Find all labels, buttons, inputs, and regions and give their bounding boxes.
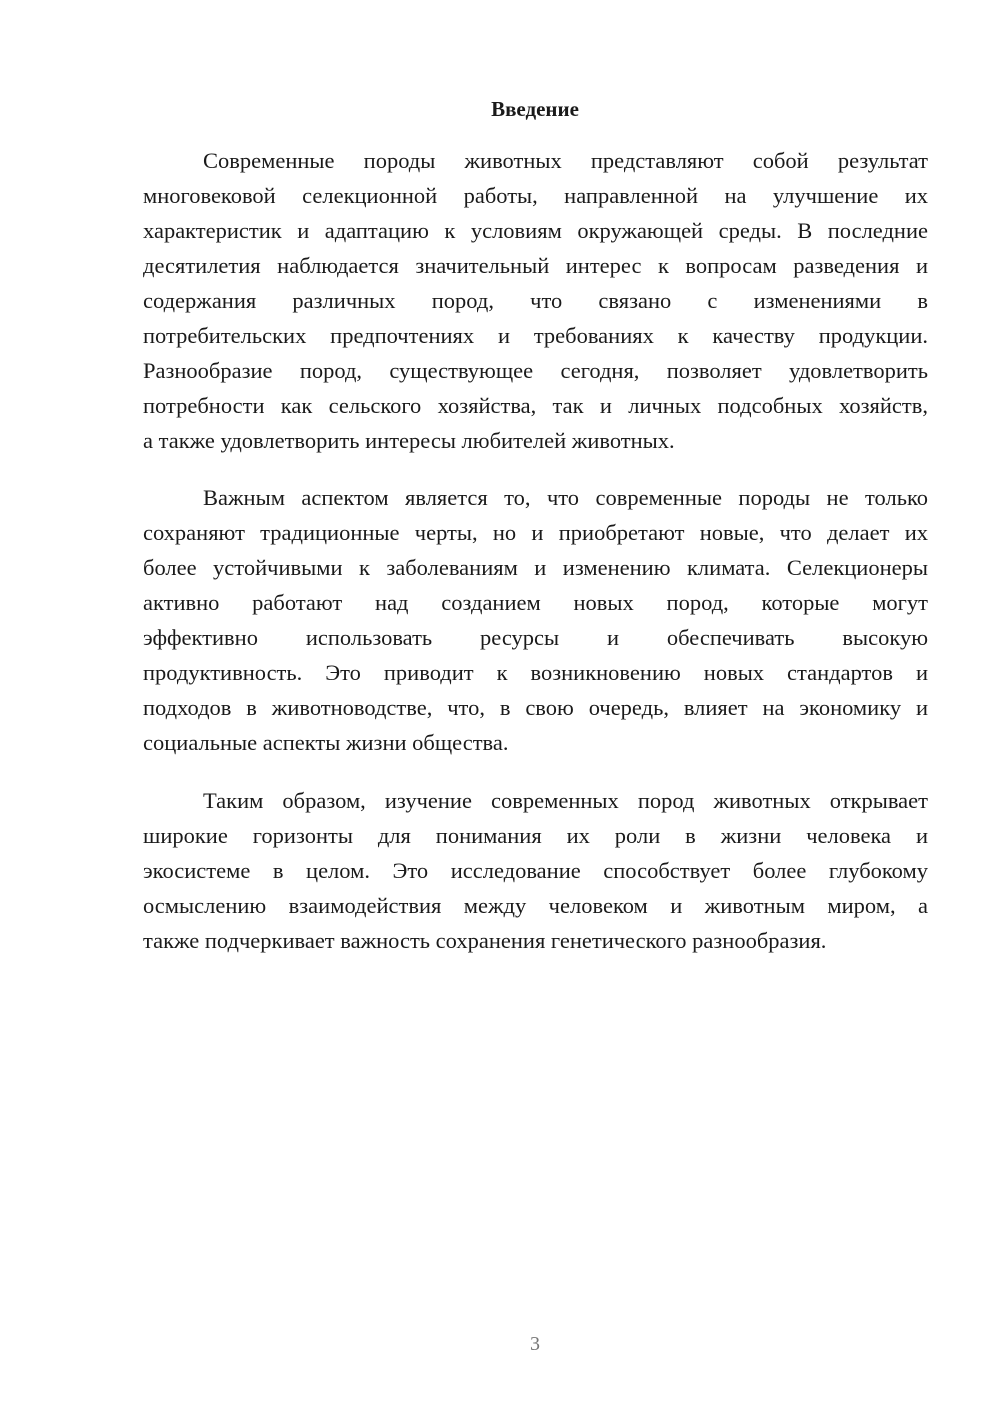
text-line: Важным аспектом является то, что современные породы не только bbox=[203, 485, 928, 510]
paragraph-2 bbox=[143, 480, 928, 760]
text-line: характеристик и адаптацию к условиям окружающей среды. В последние bbox=[143, 218, 928, 243]
text-line: а также удовлетворить интересы любителей животных. bbox=[143, 428, 675, 453]
text-line: Разнообразие пород, существующее сегодня, позволяет удовлетворить bbox=[143, 358, 928, 383]
text-line: сохраняют традиционные черты, но и приобретают новые, что делает их bbox=[143, 520, 928, 545]
text-line: содержания различных пород, что связано с изменениями в bbox=[143, 288, 928, 313]
text-line: также подчеркивает важность сохранения генетического разнообразия. bbox=[143, 928, 827, 953]
paragraph-3 bbox=[143, 783, 928, 958]
text-line: широкие горизонты для понимания их роли в жизни человека и bbox=[143, 823, 928, 848]
text-line: экосистеме в целом. Это исследование способствует более глубокому bbox=[143, 858, 928, 883]
text-line: многовековой селекционной работы, направленной на улучшение их bbox=[143, 183, 928, 208]
text-line: осмыслению взаимодействия между человеком и животным миром, а bbox=[143, 893, 928, 918]
text-line: более устойчивыми к заболеваниям и изменению климата. Селекционеры bbox=[143, 555, 928, 580]
text-line: десятилетия наблюдается значительный интерес к вопросам разведения и bbox=[143, 253, 928, 278]
text-line: продуктивность. Это приводит к возникновению новых стандартов и bbox=[143, 660, 928, 685]
text-line: потребности как сельского хозяйства, так и личных подсобных хозяйств, bbox=[143, 393, 928, 418]
text-line: подходов в животноводстве, что, в свою очередь, влияет на экономику и bbox=[143, 695, 928, 720]
text-line: Таким образом, изучение современных пород животных открывает bbox=[203, 788, 928, 813]
text-line: эффективно использовать ресурсы и обеспечивать высокую bbox=[143, 625, 928, 650]
page-number: 3 bbox=[530, 1333, 540, 1355]
text-line: потребительских предпочтениях и требованиях к качеству продукции. bbox=[143, 323, 928, 348]
text-line: активно работают над созданием новых пород, которые могут bbox=[143, 590, 928, 615]
section-title: Введение bbox=[491, 97, 579, 121]
text-line: социальные аспекты жизни общества. bbox=[143, 730, 509, 755]
text-line: Современные породы животных представляют собой результат bbox=[203, 148, 928, 173]
paragraph-1 bbox=[143, 143, 928, 458]
